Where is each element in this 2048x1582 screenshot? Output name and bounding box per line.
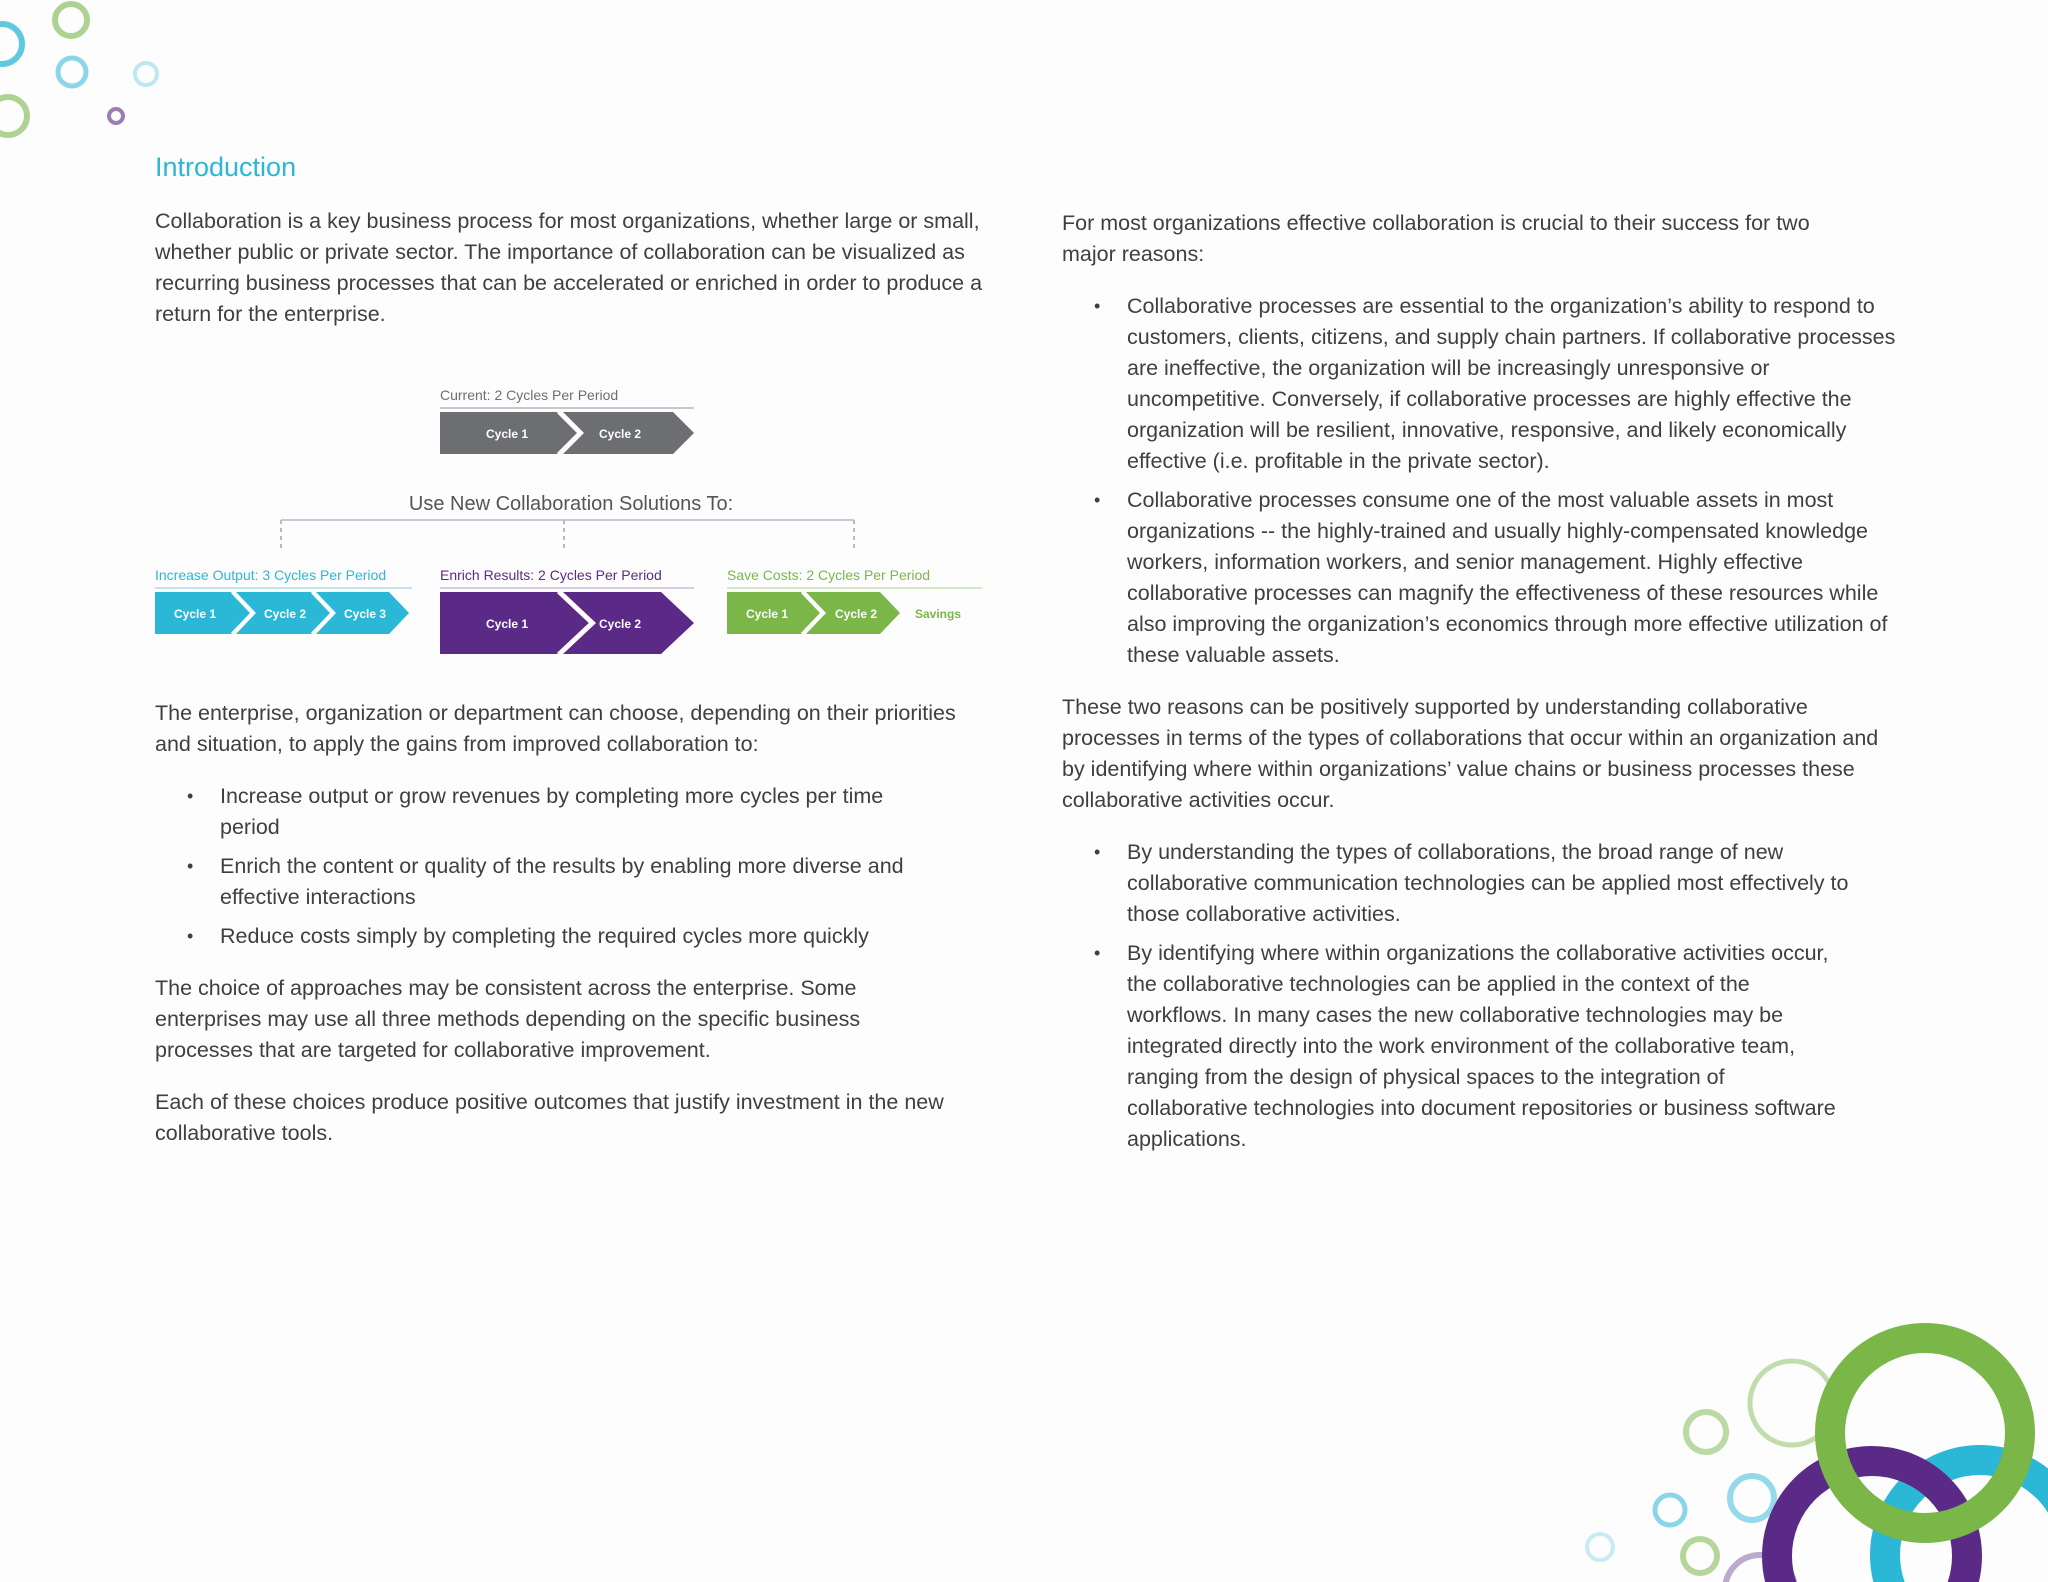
enrich-cycle-1-label: Cycle 1 xyxy=(485,617,529,631)
save-cycle-1-label: Cycle 1 xyxy=(745,607,789,621)
save-cycle-2-label: Cycle 2 xyxy=(834,607,878,621)
left-paragraph-4: Each of these choices produce positive outcomes that justify investment in the new collaborative tools. xyxy=(155,1090,944,1145)
list-item: • By understanding the types of collaborations, the broad range of new collaborative communication technologies can be applied most effectively to those collaborative activities. xyxy=(1062,837,1902,930)
list-item: • By identifying where within organizations the collaborative activities occur, the collaborative technologies can be applied in the context of the workflows. In many cases the new collaborative technologies may be integrated directly into the work environment of the collaborative team, ranging from the design of physical spaces to the integration of collaborative technologies into document repositories or business software applications. xyxy=(1062,938,1902,1155)
collaboration-cycles-diagram xyxy=(150,380,1000,660)
left-lower-block xyxy=(155,698,985,1149)
use-new-solutions-label: Use New Collaboration Solutions To: xyxy=(408,493,734,515)
enrich-cycle-2-label: Cycle 2 xyxy=(598,617,642,631)
enrich-results-label: Enrich Results: 2 Cycles Per Period xyxy=(440,567,662,583)
left-bullet-list xyxy=(155,781,985,952)
right-column xyxy=(1062,208,1902,1155)
left-paragraph-2: The enterprise, organization or department can choose, depending on their priorities and situation, to apply the gains from improved collaboration to: xyxy=(155,701,956,756)
current-label: Current: 2 Cycles Per Period xyxy=(440,387,619,403)
current-cycle-1-label: Cycle 1 xyxy=(485,427,529,441)
increase-cycle-1-label: Cycle 1 xyxy=(173,607,217,621)
right-paragraph-1: For most organizations effective collaboration is crucial to their success for two major reasons: xyxy=(1062,211,1810,266)
increase-cycle-3-label: Cycle 3 xyxy=(343,607,387,621)
right-bullet-list-2 xyxy=(1062,837,1902,1155)
left-paragraph-3: The choice of approaches may be consistent across the enterprise. Some enterprises may use all three methods depending on the specific business processes that are targeted for collaborative improvement. xyxy=(155,976,861,1062)
list-item: • Collaborative processes consume one of the most valuable assets in most organizations -- the highly-trained and usually highly-compensated knowledge workers, information workers, and senior management. Highly effective collaborative processes can magnify the effectiveness of these resources while also improving the organization’s economics through more effective utilization of these valuable assets. xyxy=(1062,485,1902,671)
increase-output-label: Increase Output: 3 Cycles Per Period xyxy=(155,567,387,583)
savings-label: Savings xyxy=(914,607,962,621)
list-item: • Reduce costs simply by completing the required cycles more quickly xyxy=(155,921,985,952)
list-item: • Enrich the content or quality of the results by enabling more diverse and effective interactions xyxy=(155,851,985,913)
list-item: • Increase output or grow revenues by completing more cycles per time period xyxy=(155,781,985,843)
decorative-circles-top-left xyxy=(0,0,180,150)
right-bullet-list-1 xyxy=(1062,291,1902,671)
section-heading: Introduction xyxy=(155,152,297,182)
right-paragraph-2: These two reasons can be positively supported by understanding collaborative processes in terms of the types of collaborations that occur within an organization and by identifying where within organizations’ value chains or business processes these collaborative activities occur. xyxy=(1062,695,1879,812)
current-cycle-2-label: Cycle 2 xyxy=(598,427,642,441)
left-paragraph-1: Collaboration is a key business process for most organizations, whether large or small, whether public or private sector. The importance of collaboration can be visualized as recurring business processes that can be accelerated or enriched in order to produce a return for the enterprise. xyxy=(155,209,983,326)
list-item: • Collaborative processes are essential to the organization’s ability to respond to customers, clients, citizens, and supply chain partners. If collaborative processes are ineffective, the organization will be increasingly unresponsive or uncompetitive. Conversely, if collaborative processes are highly effective the organization will be resilient, innovative, responsive, and likely economically effective (i.e. profitable in the private sector). xyxy=(1062,291,1902,477)
decorative-circles-bottom-right xyxy=(1560,1290,2048,1582)
increase-cycle-2-label: Cycle 2 xyxy=(263,607,307,621)
save-costs-label: Save Costs: 2 Cycles Per Period xyxy=(727,567,931,583)
